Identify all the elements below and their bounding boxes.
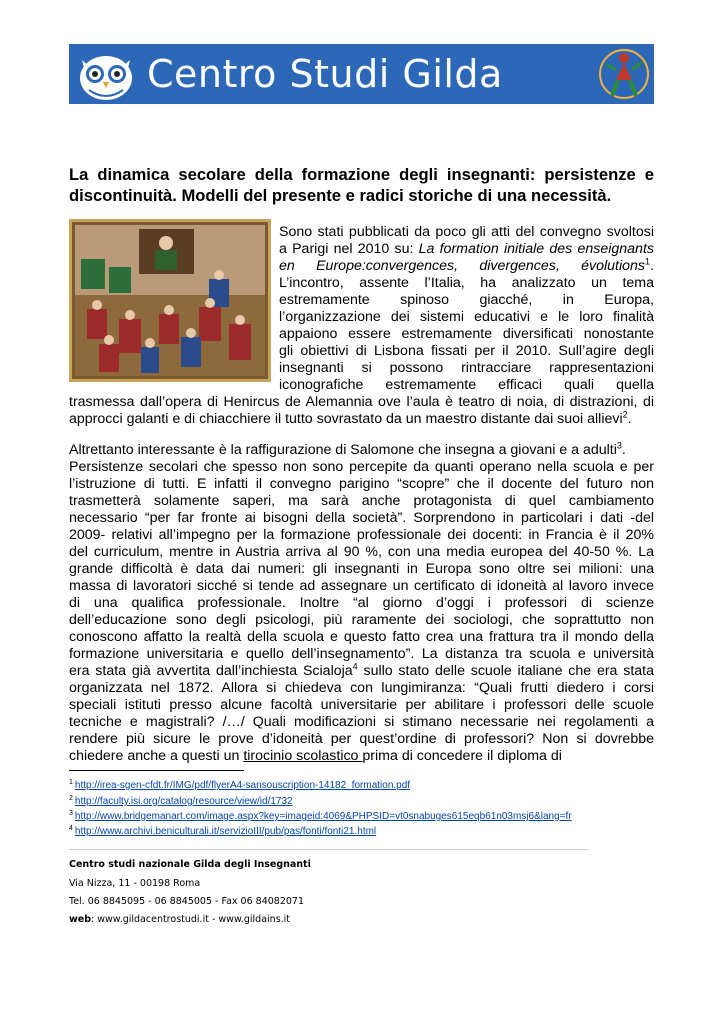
p1-line-3-end: . — [650, 258, 654, 274]
footnote-ref-1: 1 — [645, 256, 651, 267]
medieval-figure-icon — [598, 46, 650, 102]
footnote-link-2[interactable]: http://faculty.isi.org/catalog/resource/view/id/1732 — [74, 796, 293, 807]
p1-line-7: appaiono essere estremamente diversificati nonostante — [279, 326, 654, 342]
tirocinio-scolastico-text: tirocinio scolastico — [243, 748, 363, 764]
p2-line-1 — [69, 442, 626, 459]
p2-line-3: l’istruzione di tutti. E infatti il convegno parigino “scopre” che il docente del futuro non — [69, 476, 654, 492]
footnote-separator — [69, 770, 244, 771]
p2-line-2: Persistenze secolari che spesso non sono percepite da quanti operano nella scuola e per — [69, 459, 654, 475]
p1-line-4: L’incontro, assente l’Italia, ha analizzato un tema — [279, 275, 654, 291]
p2-line-10: di una qualifica professionale. Inoltre “al giorno d’oggi i professori di scienze — [69, 595, 654, 611]
footnote-3 — [69, 810, 572, 823]
footer-web — [69, 914, 290, 926]
p1-line-9: insegnanti si possono rintracciare rappresentazioni — [279, 360, 654, 376]
footnote-4 — [69, 825, 376, 838]
footnote-number: 2 — [69, 794, 73, 802]
p2-line-5: necessario “per far fronte ai bisogni della società”. Sorprendono in particolari i dati -del — [69, 510, 654, 526]
p2-line-19-text-a: chiedere anche a questi un — [69, 748, 244, 764]
footer-org: Centro studi nazionale Gilda degli Insegnanti — [69, 859, 311, 870]
footer-separator — [69, 849, 589, 850]
title-line-1: La dinamica secolare della formazione degli insegnanti: persistenze e — [69, 165, 654, 184]
p2-line-12: conoscono affatto la realtà della scuola e questo fatto crea una frattura tra il mondo della — [69, 629, 654, 645]
p1-line-10: iconografiche estremamente efficaci quali quella — [279, 377, 654, 393]
p2-line-7: del curriculum, mentre in Austria arriva al 90 %, con una media europea del 40-50 %. La — [69, 544, 654, 560]
footnote-ref-3: 3 — [616, 440, 622, 451]
header-banner — [69, 44, 654, 104]
medieval-classroom-painting — [69, 219, 271, 382]
brand-title: Centro Studi Gilda — [147, 52, 503, 96]
p1-line-2-text: a Parigi nel 2010 su: — [279, 241, 419, 257]
footnote-link-1[interactable]: http://irea-sgen-cfdt.fr/IMG/pdf/flyerA4-sansouscription-14182_formation.pdf — [74, 780, 411, 791]
footer-web-label: web — [69, 914, 92, 925]
p1-line-8: gli obiettivi di Lisbona fissati per il 2010. Sull’agire degli — [279, 343, 654, 359]
p1-line-1: Sono stati pubblicati da poco gli atti del convegno svoltosi — [279, 224, 654, 240]
p1-line-2-italic: La formation initiale des enseignants — [418, 241, 654, 257]
p2-line-1-text: Altrettanto interessante è la raffigurazione di Salomone che insegna a giovani e a adulti — [69, 442, 617, 458]
p2-line-14-text-b: sullo stato delle scuole italiane che era stata — [357, 663, 654, 679]
owl-icon — [73, 46, 139, 102]
footnote-ref-4: 4 — [352, 661, 358, 672]
footnote-ref-2: 2 — [622, 409, 628, 420]
article-title — [69, 164, 654, 206]
p2-line-8: grande difficoltà è data dai numeri: gli insegnanti in Europa sono oltre sei milioni: una — [69, 561, 654, 577]
p1-line-6: l’organizzazione dei sistemi educativi e le loro finalità — [279, 309, 654, 325]
p2-line-17: tecniche e magistrali? /…/ Quali modificazioni si stimano necessarie nei regolamenti a — [69, 714, 654, 730]
footnote-number: 1 — [69, 778, 73, 786]
p2-line-4: trasmetterà solamente saperi, ma sarà anche protagonista di quel cambiamento — [69, 493, 654, 509]
p2-line-19 — [69, 748, 562, 765]
title-line-2: discontinuità. Modelli del presente e radici storiche di una necessità. — [69, 186, 612, 205]
footnote-link-4[interactable]: http://www.archivi.beniculturali.it/servizioIII/pub/pas/fonti/fonti21.html — [74, 826, 377, 837]
footer-web-links[interactable]: : www.gildacentrostudi.it - www.gildains.it — [91, 914, 291, 925]
p2-line-18: rendere più sicure le prove d’idoneità per quest’ordine di professori? Non si dovrebbe — [69, 731, 654, 747]
p2-line-1-end: . — [621, 442, 626, 458]
p2-line-11: dell’educazione sono degli psicologi, più raramente dei sociologi, che soprattutto non — [69, 612, 654, 628]
p1-line-3-italic: en Europe:convergences, divergences, évolutions — [279, 258, 646, 274]
p2-line-13: formazione universitaria e quello dell’insegnamento”. La distanza tra scuola e università — [69, 646, 654, 662]
p1-line-2 — [279, 241, 654, 258]
p2-line-14-text-a: era stata già avvertita dall’inchiesta Scialoja — [69, 663, 353, 679]
p1-line-12 — [69, 411, 632, 428]
p1-line-11: trasmessa dall’opera di Henircus de Alemannia ove l’aula è teatro di noia, di distrazioni, di — [69, 394, 654, 410]
footer-address: Via Nizza, 11 - 00198 Roma — [69, 878, 201, 889]
p2-line-6: 2009- relativi all’impegno per la formazione professionale dei docenti: in Francia è il 20% — [69, 527, 654, 543]
footnote-2 — [69, 795, 293, 808]
p2-line-19-text-b: prima di concedere il diploma di — [362, 748, 562, 764]
p1-line-5: estremamente spinoso giacché, in Europa, — [279, 292, 654, 308]
p1-line-3 — [279, 258, 654, 275]
footnote-link-3[interactable]: http://www.bridgemanart.com/image.aspx?key=imageid:4069&PHPSID=vt0snabuges615eqb61n03msj6&lang=fr — [74, 811, 572, 822]
footer-phone: Tel. 06 8845095 - 06 8845005 - Fax 06 84082071 — [69, 896, 304, 907]
p2-line-9: massa di lavoratori sicché si tende ad assegnare un certificato di idoneità al lavoro invece — [69, 578, 654, 594]
p2-line-15: organizzata nel 1872. Allora si chiedeva con lungimiranza: “Quali frutti diedero i corsi — [69, 680, 654, 696]
p1-line-12-text: approcci galanti e di chiacchiere il tutto sovrastato da un maestro distante dai suoi allievi — [69, 411, 623, 427]
footnote-number: 4 — [69, 824, 73, 832]
footnote-number: 3 — [69, 809, 73, 817]
p2-line-16: speciali istituti presso alcune facoltà universitarie per abilitare i professori delle scuole — [69, 697, 654, 713]
p2-line-14 — [69, 663, 654, 680]
footnote-1 — [69, 779, 410, 792]
p1-line-12-end: . — [627, 411, 632, 427]
